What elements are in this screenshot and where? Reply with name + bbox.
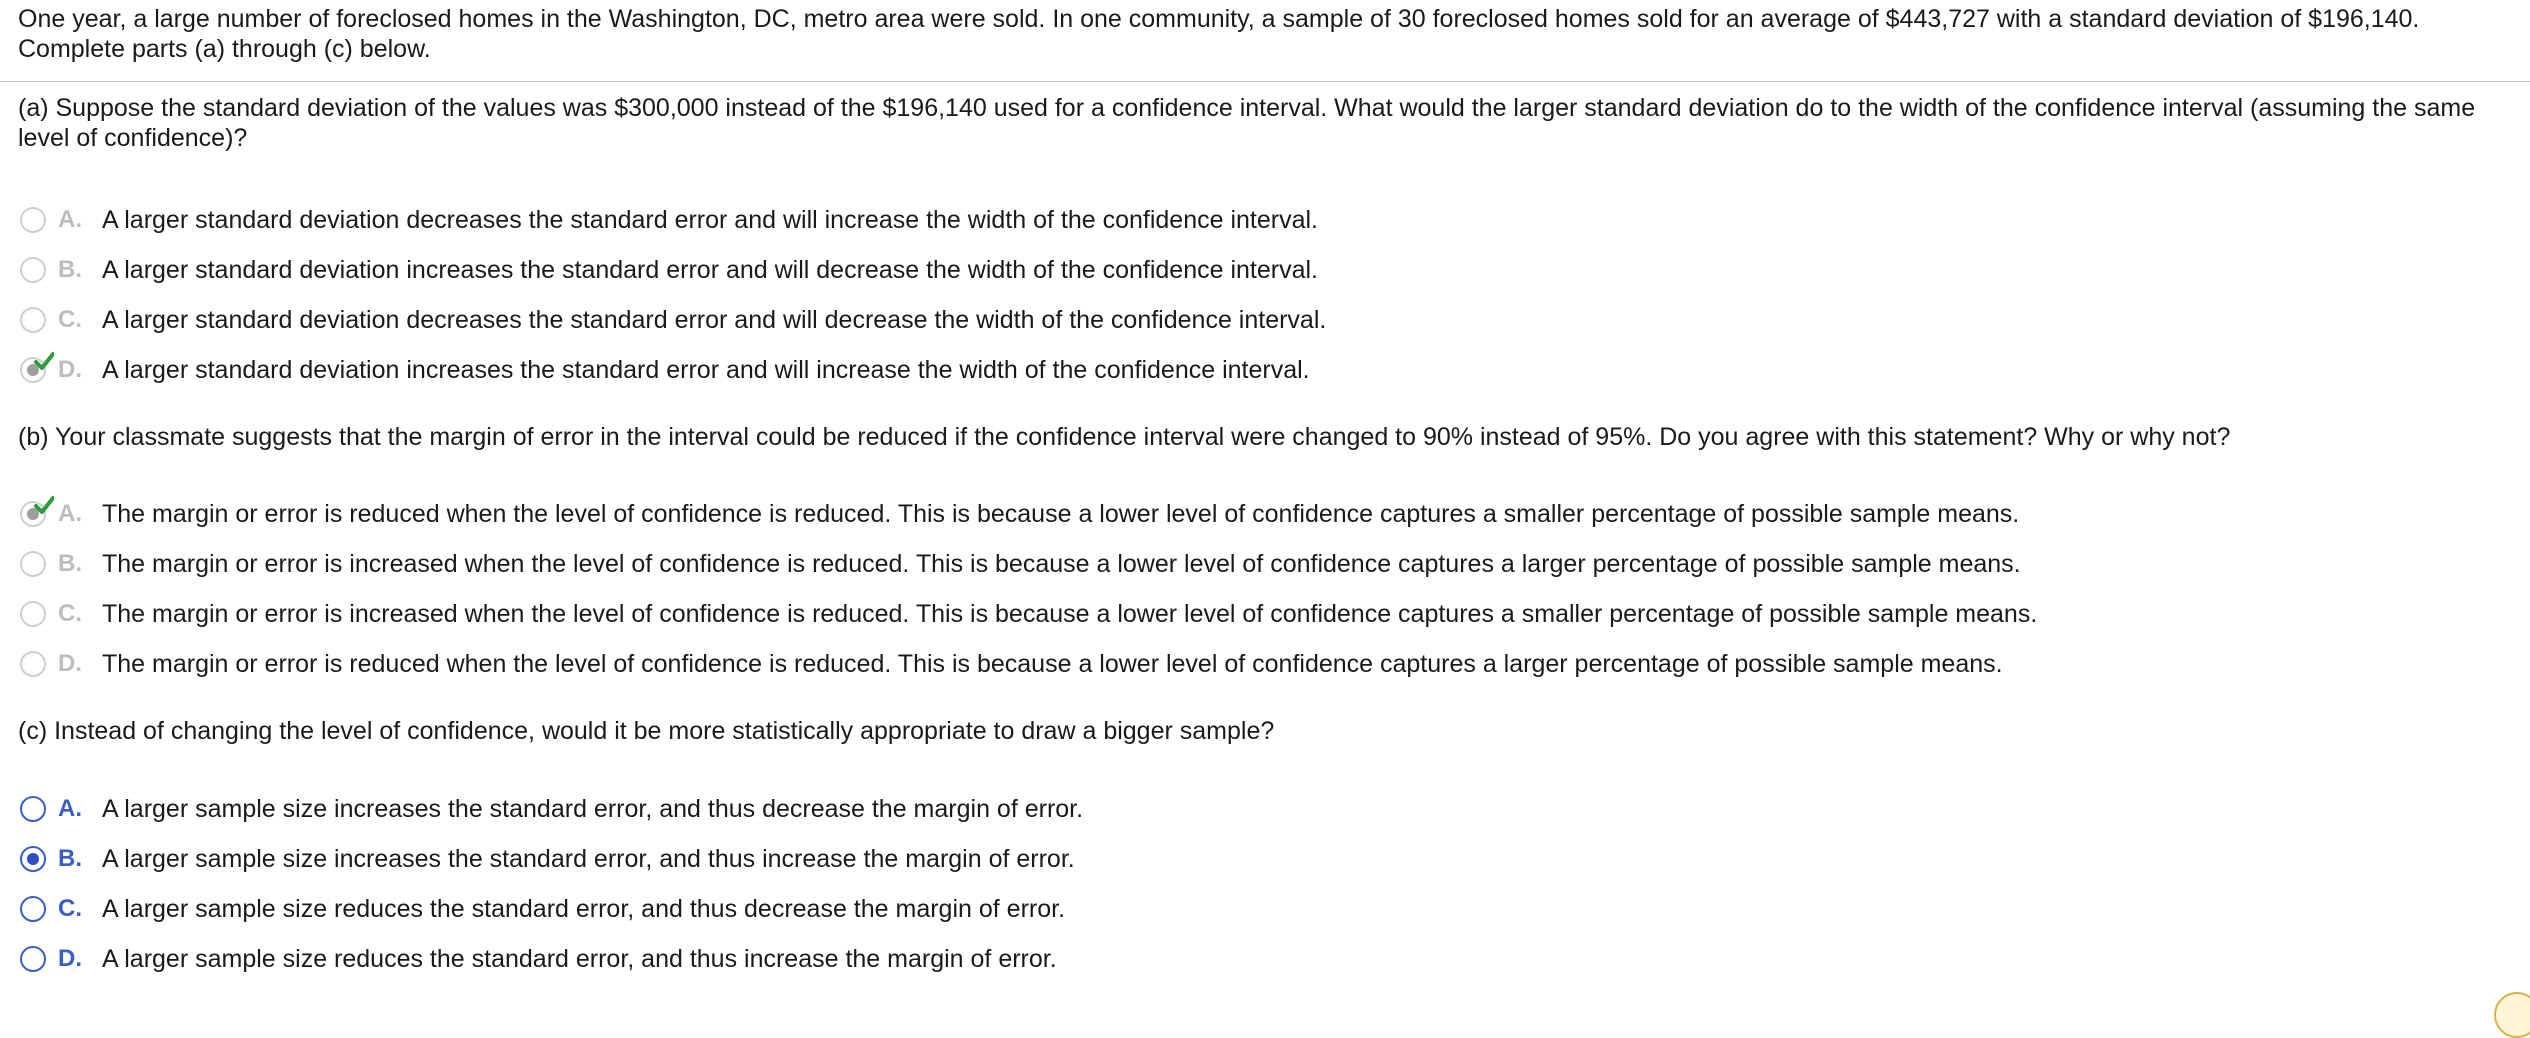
option-text[interactable]: A larger sample size increases the standard error, and thus decrease the margin of error. — [102, 794, 1084, 823]
option-letter[interactable]: C. — [58, 895, 82, 922]
option-letter: C. — [58, 306, 82, 333]
option-text: A larger standard deviation decreases the standard error and will increase the width of the confidence interval. — [102, 205, 1318, 234]
option-text[interactable]: A larger sample size reduces the standard error, and thus increase the margin of error. — [102, 944, 1057, 973]
radio-button-icon[interactable] — [20, 946, 46, 972]
radio-icon — [20, 651, 46, 677]
option-text[interactable]: A larger sample size increases the standard error, and thus increase the margin of error. — [102, 844, 1075, 873]
part-a-option-c — [20, 304, 1326, 336]
radio-icon — [20, 307, 46, 333]
part-b-option-b — [20, 548, 2021, 580]
option-letter[interactable]: D. — [58, 945, 82, 972]
option-letter: D. — [58, 650, 82, 677]
part-b-option-c — [20, 598, 2037, 630]
option-letter[interactable]: A. — [58, 795, 82, 822]
option-letter: B. — [58, 550, 82, 577]
option-text: The margin or error is increased when the level of confidence is reduced. This is because a lower level of confidence captures a larger percentage of possible sample means. — [102, 549, 2021, 578]
option-text: A larger standard deviation decreases the standard error and will decrease the width of the confidence interval. — [102, 305, 1327, 334]
part-c-option-d[interactable] — [20, 943, 1057, 975]
option-letter: A. — [58, 500, 82, 527]
option-text: A larger standard deviation increases the standard error and will increase the width of the confidence interval. — [102, 355, 1310, 384]
option-text: The margin or error is reduced when the level of confidence is reduced. This is because a lower level of confidence captures a larger percentage of possible sample means. — [102, 649, 2003, 678]
radio-icon — [20, 551, 46, 577]
part-c-option-a[interactable] — [20, 793, 1083, 825]
option-letter[interactable]: B. — [58, 845, 82, 872]
correct-checkmark-icon — [34, 495, 54, 515]
radio-button-icon[interactable] — [20, 796, 46, 822]
radio-selected-icon — [20, 357, 46, 383]
part-b-option-a — [20, 498, 2019, 530]
option-letter: D. — [58, 356, 82, 383]
part-c-option-c[interactable] — [20, 893, 1065, 925]
option-text[interactable]: A larger sample size reduces the standard error, and thus decrease the margin of error. — [102, 894, 1066, 923]
radio-icon — [20, 601, 46, 627]
option-letter: C. — [58, 600, 82, 627]
radio-button-selected-icon[interactable] — [20, 846, 46, 872]
option-text: The margin or error is increased when the level of confidence is reduced. This is because a lower level of confidence captures a smaller percentage of possible sample means. — [102, 599, 2038, 628]
option-letter: A. — [58, 206, 82, 233]
part-a-option-b — [20, 254, 1318, 286]
option-letter: B. — [58, 256, 82, 283]
radio-icon — [20, 207, 46, 233]
part-c-option-b[interactable] — [20, 843, 1075, 875]
correct-checkmark-icon — [34, 351, 54, 371]
part-b-prompt: (b) Your classmate suggests that the margin of error in the interval could be reduced if the confidence interval were changed to 90% instead of 95%. Do you agree with this statement? Why or why not? — [18, 423, 2231, 451]
part-a-prompt: (a) Suppose the standard deviation of the values was $300,000 instead of the $196,140 used for a confidence interval. What would the larger standard deviation do to the width of the confidence interval (assuming the same level of confidence)? — [18, 94, 2476, 152]
part-c-prompt: (c) Instead of changing the level of confidence, would it be more statistically appropriate to draw a bigger sample? — [18, 717, 1275, 745]
option-text: A larger standard deviation increases the standard error and will decrease the width of the confidence interval. — [102, 255, 1318, 284]
help-icon[interactable] — [2494, 992, 2530, 1038]
radio-icon — [20, 257, 46, 283]
radio-button-icon[interactable] — [20, 896, 46, 922]
part-a-option-a — [20, 204, 1318, 236]
part-b-option-d — [20, 648, 2003, 680]
radio-selected-icon — [20, 501, 46, 527]
question-stem: One year, a large number of foreclosed homes in the Washington, DC, metro area were sold. In one community, a sample of 30 foreclosed homes sold for an average of $443,727 with a standard deviation of $196,140. Complete parts (a) through (c) below. — [18, 5, 2420, 63]
divider — [0, 81, 2530, 82]
option-text: The margin or error is reduced when the level of confidence is reduced. This is because a lower level of confidence captures a smaller percentage of possible sample means. — [102, 499, 2020, 528]
part-a-option-d — [20, 354, 1310, 386]
